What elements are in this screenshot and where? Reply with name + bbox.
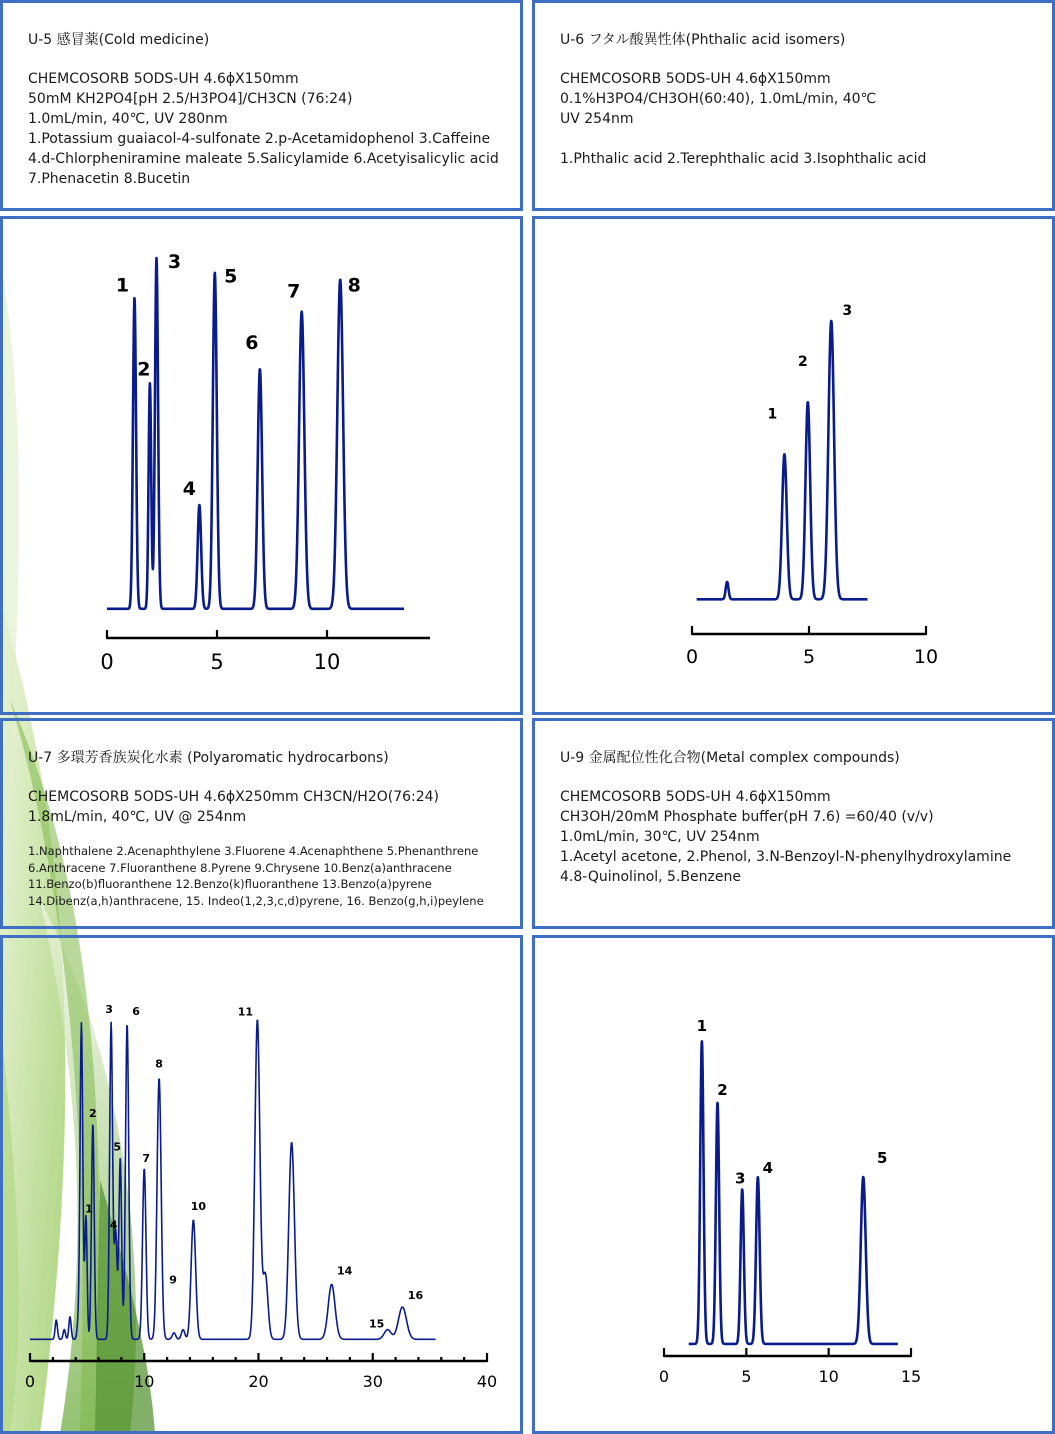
u5-trace-line <box>107 258 404 609</box>
u7-peak-label: 10 <box>190 1199 207 1213</box>
u7-peak-label: 4 <box>109 1218 118 1232</box>
u7-peak-label: 14 <box>336 1264 353 1278</box>
u6-title: U-6 フタル酸異性体(Phthalic acid isomers) <box>560 32 846 48</box>
u7-peak-label: 8 <box>155 1057 163 1071</box>
u9-x-tick-label: 15 <box>900 1367 922 1386</box>
u6-peak-label: 2 <box>797 354 808 371</box>
u5-peak-label: 6 <box>245 331 259 354</box>
u5-line-5: 4.d-Chlorpheniramine maleate 5.Salicylamide 6.Acetyisalicylic acid <box>28 151 499 167</box>
u7-line-2: 1.8mL/min, 40℃, UV @ 254nm <box>28 809 247 825</box>
u7-trace-line <box>30 1020 436 1339</box>
u7-peak-label: 7 <box>142 1152 151 1166</box>
u7-peak-label: 3 <box>105 1002 113 1016</box>
u9-line-2: CH3OH/20mM Phosphate buffer(pH 7.6) =60/40 (v/v) <box>560 809 934 825</box>
u5-title: U-5 感冒薬(Cold medicine) <box>28 32 210 48</box>
u5-line-1: CHEMCOSORB 5ODS-UH 4.6ϕX150mm <box>28 71 299 87</box>
u7-peak-label: 15 <box>368 1317 385 1331</box>
u5-x-tick-label: 5 <box>210 650 224 674</box>
u7-peak-label: 6 <box>132 1004 140 1018</box>
u9-x-tick-label: 10 <box>818 1367 839 1386</box>
u7-x-tick-label: 20 <box>248 1372 269 1391</box>
u9-peak-label: 2 <box>717 1080 728 1099</box>
u7-peak-label: 1 <box>85 1202 93 1216</box>
u5-peak-label: 2 <box>137 358 151 381</box>
u5-line-3: 1.0mL/min, 40℃, UV 280nm <box>28 111 228 127</box>
u7-peak-label: 16 <box>407 1289 424 1303</box>
u9-line-4: 1.Acetyl acetone, 2.Phenol, 3.N-Benzoyl-N-phenylhydroxylamine <box>560 849 1012 865</box>
u9-title: U-9 金属配位性化合物(Metal complex compounds) <box>560 750 900 766</box>
u7-x-tick-label: 0 <box>24 1372 36 1391</box>
u6-trace-line <box>697 321 868 599</box>
u5-peak-label: 3 <box>167 251 182 273</box>
u5-x-tick-label: 10 <box>313 650 341 674</box>
u5-line-6: 7.Phenacetin 8.Bucetin <box>28 171 191 187</box>
u7-peak-label: 2 <box>89 1106 97 1120</box>
u7-compound-4: 14.Dibenz(a,h)anthracene, 15. Indeo(1,2,3,c,d)pyrene, 16. Benzo(g,h,i)peylene <box>28 894 484 908</box>
u9-peak-label: 1 <box>696 1017 708 1036</box>
u5-peak-label: 8 <box>347 274 361 297</box>
u6-x-tick-label: 10 <box>913 646 939 668</box>
u6-x-tick-label: 0 <box>685 646 699 668</box>
u9-line-3: 1.0mL/min, 30℃, UV 254nm <box>560 829 760 845</box>
u9-x-tick-label: 0 <box>658 1367 670 1386</box>
u5-peak-label: 5 <box>224 265 238 288</box>
u6-peak-label: 3 <box>842 302 853 319</box>
u9-line-5: 4.8-Quinolinol, 5.Benzene <box>560 869 741 885</box>
u5-peak-label: 7 <box>287 280 301 303</box>
u6-line-3: UV 254nm <box>560 111 634 127</box>
u7-peak-label: 9 <box>169 1273 177 1287</box>
u9-x-tick-label: 5 <box>741 1367 752 1386</box>
u7-title: U-7 多環芳香族炭化水素 (Polyaromatic hydrocarbons) <box>28 750 389 766</box>
u7-x-tick-label: 10 <box>134 1372 155 1391</box>
u5-line-2: 50mM KH2PO4[pH 2.5/H3PO4]/CH3CN (76:24) <box>28 91 353 107</box>
u6-peak-label: 1 <box>767 406 778 423</box>
u6-line-2: 0.1%H3PO4/CH3OH(60:40), 1.0mL/min, 40℃ <box>560 91 877 107</box>
u5-peak-label: 1 <box>115 274 130 297</box>
u5-peak-label: 4 <box>182 478 197 501</box>
u7-compound-1: 1.Naphthalene 2.Acenaphthylene 3.Fluorene 4.Acenaphthene 5.Phenanthrene <box>28 844 479 858</box>
u6-x-tick-label: 5 <box>802 646 816 668</box>
u7-line-1: CHEMCOSORB 5ODS-UH 4.6ϕX250mm CH3CN/H2O(76:24) <box>28 789 440 805</box>
u9-peak-label: 4 <box>762 1159 774 1178</box>
u5-x-tick-label: 0 <box>100 650 114 674</box>
u9-peak-label: 5 <box>877 1149 888 1168</box>
u5-line-4: 1.Potassium guaiacol-4-sulfonate 2.p-Acetamidophenol 3.Caffeine <box>28 131 491 147</box>
u9-line-1: CHEMCOSORB 5ODS-UH 4.6ϕX150mm <box>560 789 831 805</box>
u7-peak-label: 5 <box>113 1140 122 1154</box>
u7-compound-2: 6.Anthracene 7.Fluoranthene 8.Pyrene 9.Chrysene 10.Benz(a)anthracene <box>28 861 452 875</box>
u6-line-5: 1.Phthalic acid 2.Terephthalic acid 3.Isophthalic acid <box>560 151 927 167</box>
u6-line-1: CHEMCOSORB 5ODS-UH 4.6ϕX150mm <box>560 71 831 87</box>
u7-compound-3: 11.Benzo(b)fluoranthene 12.Benzo(k)fluoranthene 13.Benzo(a)pyrene <box>28 877 432 891</box>
u7-x-tick-label: 40 <box>476 1372 498 1391</box>
u9-peak-label: 3 <box>734 1169 746 1188</box>
u7-peak-label: 11 <box>237 1005 254 1019</box>
u7-x-tick-label: 30 <box>362 1372 383 1391</box>
